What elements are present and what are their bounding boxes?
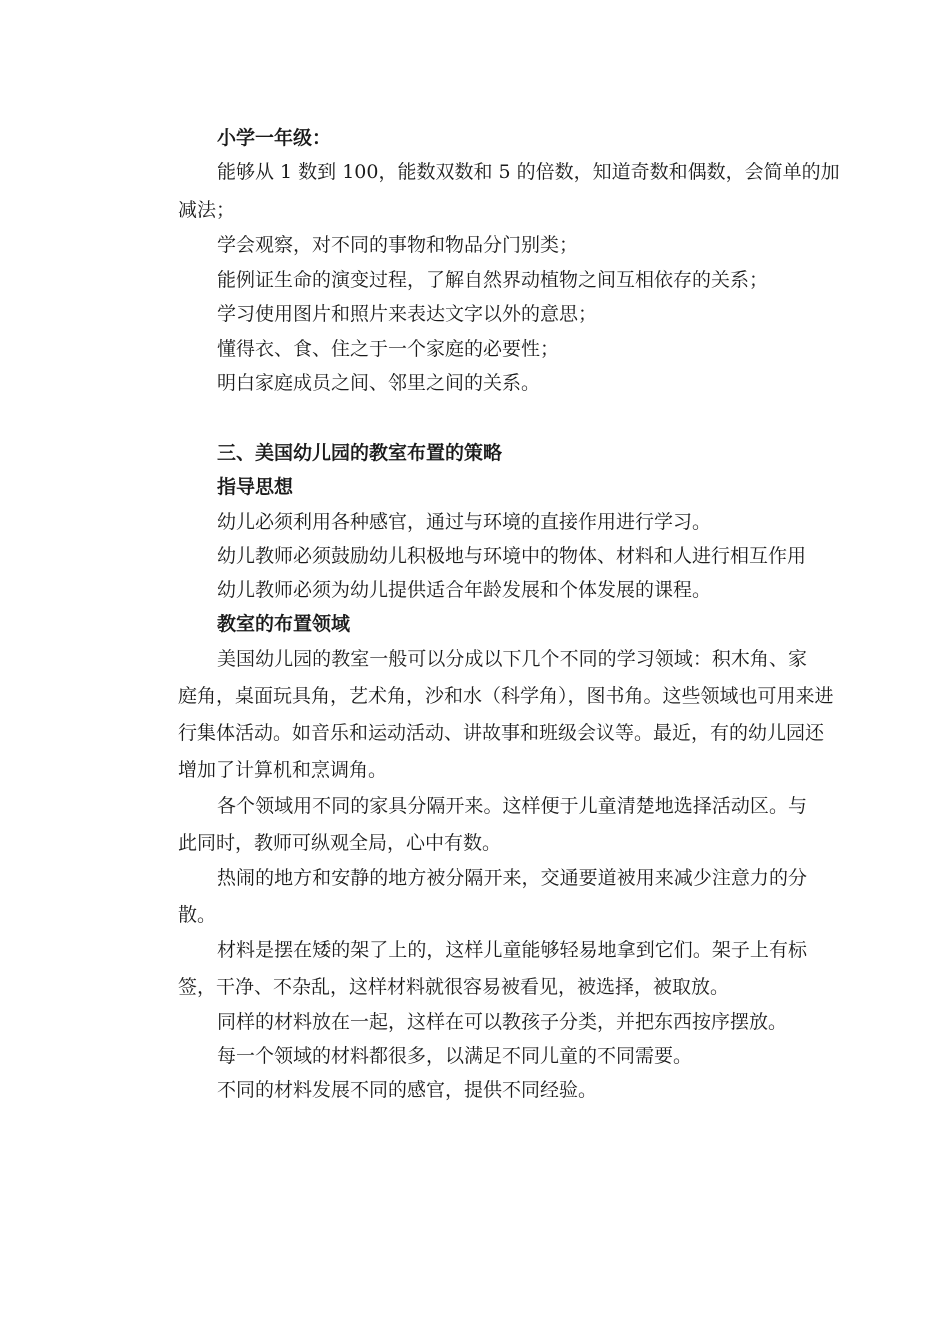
section3-heading: 三、美国幼儿园的教室布置的策略 (217, 442, 503, 464)
grade1-paragraph-1-line-1: 能够从 1 数到 100，能数双数和 5 的倍数，知道奇数和偶数，会简单的加 (217, 161, 840, 183)
grade1-paragraph-6: 明白家庭成员之间、邻里之间的关系。 (217, 372, 541, 394)
guide-paragraph-3: 幼儿教师必须为幼儿提供适合年龄发展和个体发展的课程。 (217, 579, 712, 601)
layout-paragraph-4-line-1: 材料是摆在矮的架了上的，这样儿童能够轻易地拿到它们。架子上有标 (217, 939, 807, 961)
layout-paragraph-3-line-1: 热闹的地方和安静的地方被分隔开来，交通要道被用来减少注意力的分 (217, 867, 807, 889)
layout-paragraph-1-line-3: 行集体活动。如音乐和运动活动、讲故事和班级会议等。最近，有的幼儿园还 (178, 722, 825, 744)
grade1-paragraph-5: 懂得衣、食、住之于一个家庭的必要性； (217, 338, 560, 360)
guide-paragraph-1: 幼儿必须利用各种感官，通过与环境的直接作用进行学习。 (217, 511, 712, 533)
grade1-paragraph-4: 学习使用图片和照片来表达文字以外的意思； (217, 303, 598, 325)
layout-paragraph-5: 同样的材料放在一起，这样在可以教孩子分类，并把东西按序摆放。 (217, 1011, 788, 1033)
layout-paragraph-1-line-2: 庭角，桌面玩具角，艺术角，沙和水（科学角），图书角。这些领域也可用来进 (178, 685, 834, 707)
guide-paragraph-2: 幼儿教师必须鼓励幼儿积极地与环境中的物体、材料和人进行相互作用 (217, 545, 807, 567)
layout-paragraph-1-line-4: 增加了计算机和烹调角。 (178, 759, 388, 781)
layout-heading: 教室的布置领域 (217, 613, 351, 635)
layout-paragraph-7: 不同的材料发展不同的感官，提供不同经验。 (217, 1079, 598, 1101)
grade1-paragraph-2: 学会观察，对不同的事物和物品分门别类； (217, 234, 579, 256)
grade1-paragraph-1-line-2: 减法； (178, 199, 236, 221)
layout-paragraph-1-line-1: 美国幼儿园的教室一般可以分成以下几个不同的学习领域：积木角、家 (217, 648, 807, 670)
layout-paragraph-4-line-2: 签，干净、不杂乱，这样材料就很容易被看见，被选择，被取放。 (178, 976, 730, 998)
layout-paragraph-2-line-1: 各个领域用不同的家具分隔开来。这样便于儿童清楚地选择活动区。与 (217, 795, 807, 817)
layout-paragraph-3-line-2: 散。 (178, 904, 217, 926)
layout-paragraph-2-line-2: 此同时，教师可纵观全局，心中有数。 (178, 832, 502, 854)
layout-paragraph-6: 每一个领域的材料都很多，以满足不同儿童的不同需要。 (217, 1045, 693, 1067)
grade1-heading: 小学一年级： (217, 127, 332, 149)
guide-heading: 指导思想 (217, 476, 294, 498)
grade1-paragraph-3: 能例证生命的演变过程，了解自然界动植物之间互相依存的关系； (217, 269, 769, 291)
